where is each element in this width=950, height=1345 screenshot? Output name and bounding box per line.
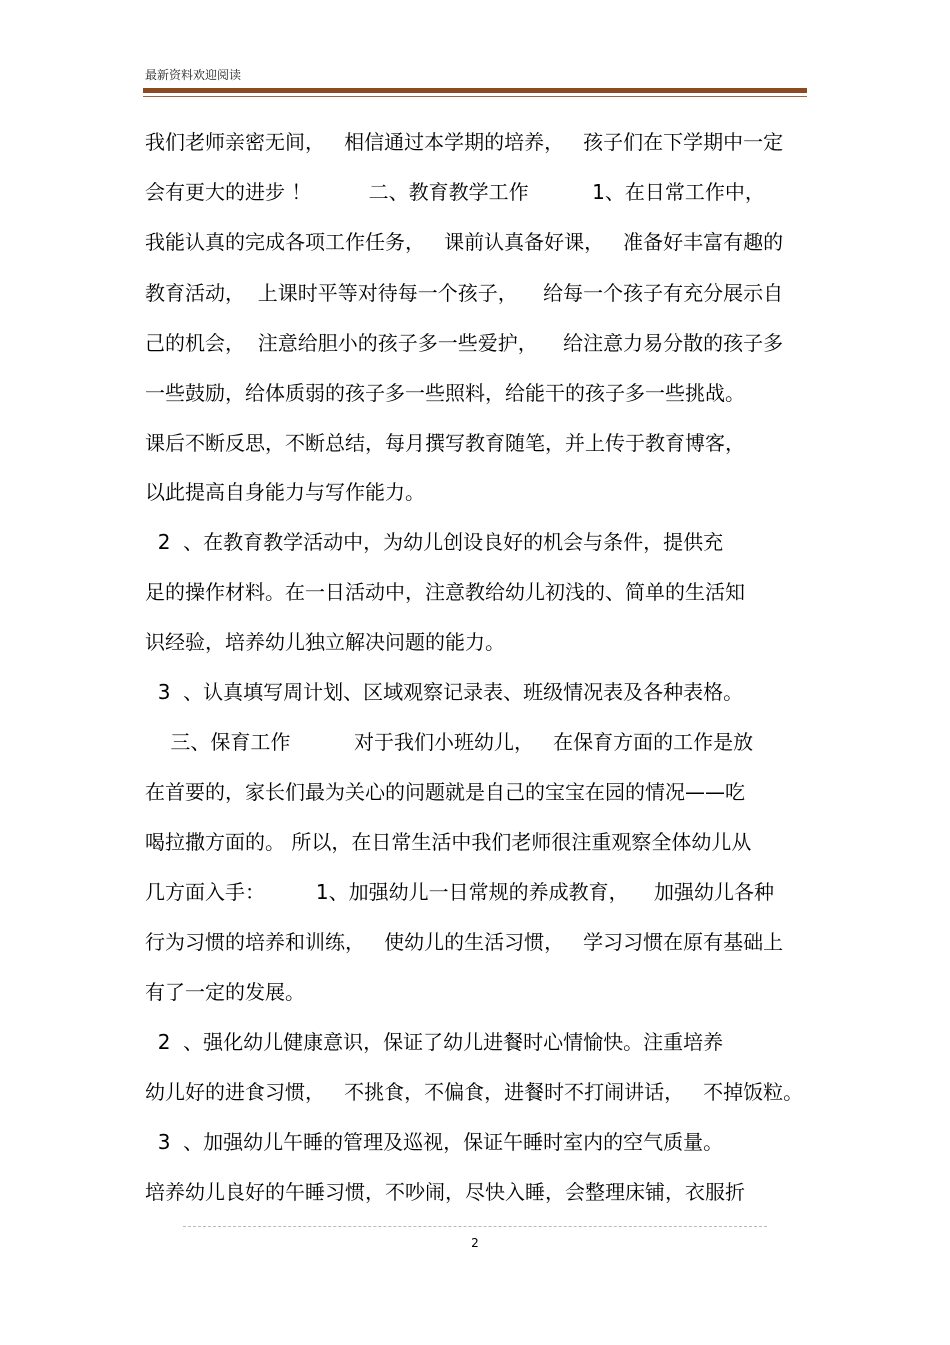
body-line: 行为习惯的培养和训练， 使幼儿的生活习惯， 学习习惯在原有基础上 xyxy=(145,930,784,954)
body-line: 3 、加强幼儿午睡的管理及巡视，保证午睡时室内的空气质量。 xyxy=(145,1130,724,1154)
page-number: 2 xyxy=(471,1236,479,1250)
body-line: 一些鼓励，给体质弱的孩子多一些照料，给能干的孩子多一些挑战。 xyxy=(145,381,745,405)
header-rule-thin xyxy=(143,96,807,97)
body-line: 己的机会， 注意给胆小的孩子多一些爱护， 给注意力易分散的孩子多 xyxy=(145,331,784,355)
body-line: 三、保育工作 对于我们小班幼儿， 在保育方面的工作是放 xyxy=(145,730,754,754)
body-line: 有了一定的发展。 xyxy=(145,980,305,1004)
body-line: 喝拉撒方面的。 所以，在日常生活中我们老师很注重观察全体幼儿从 xyxy=(145,830,752,854)
body-line: 几方面入手： 1、加强幼儿一日常规的养成教育， 加强幼儿各种 xyxy=(145,880,775,904)
body-line: 足的操作材料。在一日活动中，注意教给幼儿初浅的、简单的生活知 xyxy=(145,580,745,604)
body-line: 幼儿好的进食习惯， 不挑食，不偏食，进餐时不打闹讲话， 不掉饭粒。 xyxy=(145,1080,804,1104)
body-line: 在首要的，家长们最为关心的问题就是自己的宝宝在园的情况——吃 xyxy=(145,780,745,804)
body-line: 教育活动， 上课时平等对待每一个孩子， 给每一个孩子有充分展示自 xyxy=(145,281,784,305)
header-rule-thick xyxy=(143,88,807,93)
body-line: 我能认真的完成各项工作任务， 课前认真备好课， 准备好丰富有趣的 xyxy=(145,230,784,254)
body-line: 课后不断反思，不断总结，每月撰写教育随笔，并上传于教育博客， xyxy=(145,431,745,455)
body-line: 识经验，培养幼儿独立解决问题的能力。 xyxy=(145,630,505,654)
footer-rule xyxy=(183,1226,767,1227)
body-line: 以此提高自身能力与写作能力。 xyxy=(145,480,425,504)
body-line: 3 、认真填写周计划、区域观察记录表、班级情况表及各种表格。 xyxy=(145,680,744,704)
page-header-title: 最新资料欢迎阅读 xyxy=(145,68,242,82)
body-line: 培养幼儿良好的午睡习惯，不吵闹，尽快入睡，会整理床铺，衣服折 xyxy=(145,1180,745,1204)
body-line: 2 、在教育教学活动中，为幼儿创设良好的机会与条件，提供充 xyxy=(145,530,724,554)
body-line: 会有更大的进步 ！ 二、教育教学工作 1、在日常工作中， xyxy=(145,180,765,204)
body-line: 2 、强化幼儿健康意识，保证了幼儿进餐时心情愉快。注重培养 xyxy=(145,1030,724,1054)
body-line: 我们老师亲密无间， 相信通过本学期的培养， 孩子们在下学期中一定 xyxy=(145,130,784,154)
